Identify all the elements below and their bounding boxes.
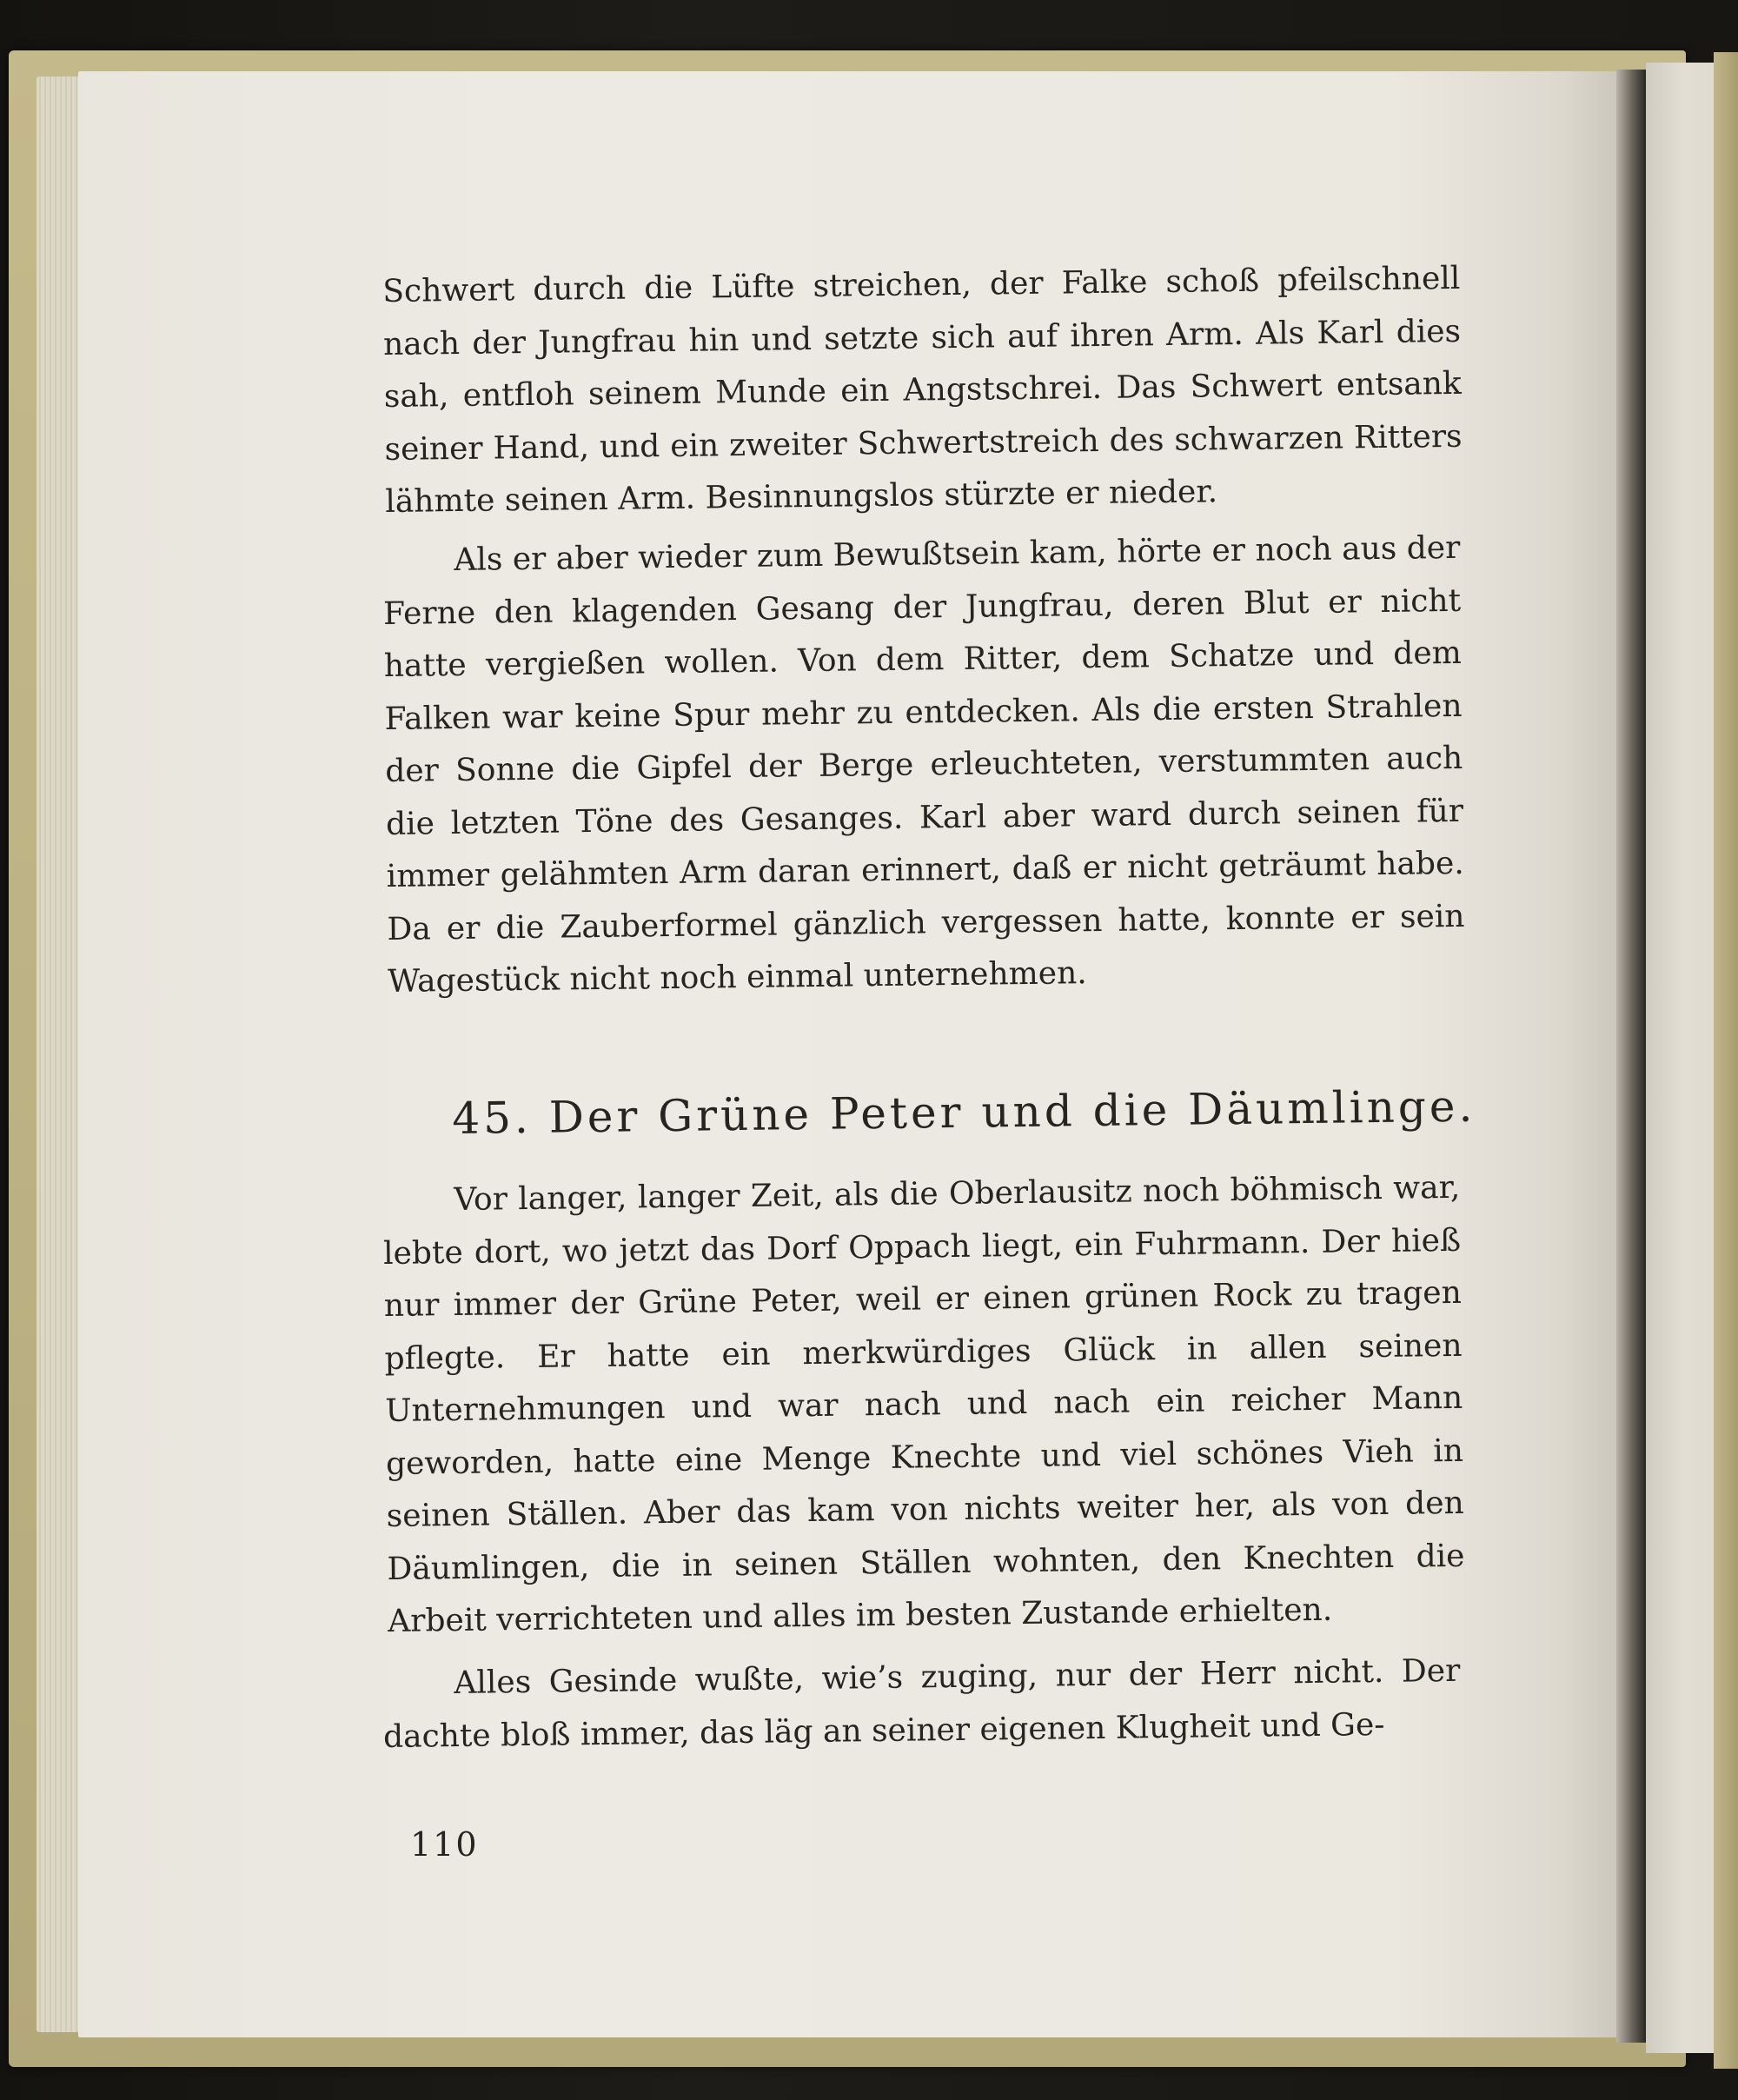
paragraph-story-2: Alles Gesinde wußte, wie’s zuging, nur der Herr nicht. Der dachte bloß immer, das läg an seiner eigenen Klugheit und Ge- (382, 1652, 1461, 1755)
paragraph-story-1: Vor langer, langer Zeit, als die Oberlausitz noch böhmisch war, lebte dort, wo jetzt das Dorf Oppach liegt, ein Fuhrmann. Der hieß nur immer der Grüne Peter, weil er einen grünen Rock zu tragen pflegte. Er hatte ein merkwürdiges Glück in allen seinen Unternehmungen und war nach und nach ein reicher Mann geworden, hatte eine Menge Knechte und viel schönes Vieh in seinen Ställen. Aber das kam von nichts weiter her, als von den Däumlingen, die in seinen Ställen wohnten, den Knechten die Arbeit verrichteten und alles im besten Zustande erhielten. (382, 1169, 1465, 1639)
story-heading: 45. Der Grüne Peter und die Däumlinge. (452, 1080, 1476, 1144)
paragraph-continuation-2: Als er aber wieder zum Bewußtsein kam, hörte er noch aus der Ferne den klagenden Gesang der Jungfrau, deren Blut er nicht hatte vergießen wollen. Von dem Ritter, dem Schatze und dem Falken war keine Spur mehr zu entdecken. Als die ersten Strahlen der Sonne die Gipfel der Berge erleuchteten, verstummten auch die letzten Töne des Gesanges. Karl aber ward durch seinen für immer gelähmten Arm daran erinnert, daß er nicht geträumt habe. Da er die Zauberformel gänzlich vergessen hatte, konnte er sein Wagestück nicht noch einmal unternehmen. (382, 529, 1465, 1000)
paragraph-continuation-1: Schwert durch die Lüfte streichen, der Falke schoß pfeilschnell nach der Jungfrau hin und setzte sich auf ihren Arm. Als Karl dies sah, entfloh seinem Munde ein Angstschrei. Das Schwert entsank seiner Hand, und ein zweiter Schwertstreich des schwarzen Ritters lähmte seinen Arm. Besinnungslos stürzte er nieder. (382, 260, 1463, 520)
page-number: 110 (410, 1825, 479, 1864)
book-gutter (1616, 70, 1646, 2043)
facing-cover-edge (1714, 52, 1738, 2069)
